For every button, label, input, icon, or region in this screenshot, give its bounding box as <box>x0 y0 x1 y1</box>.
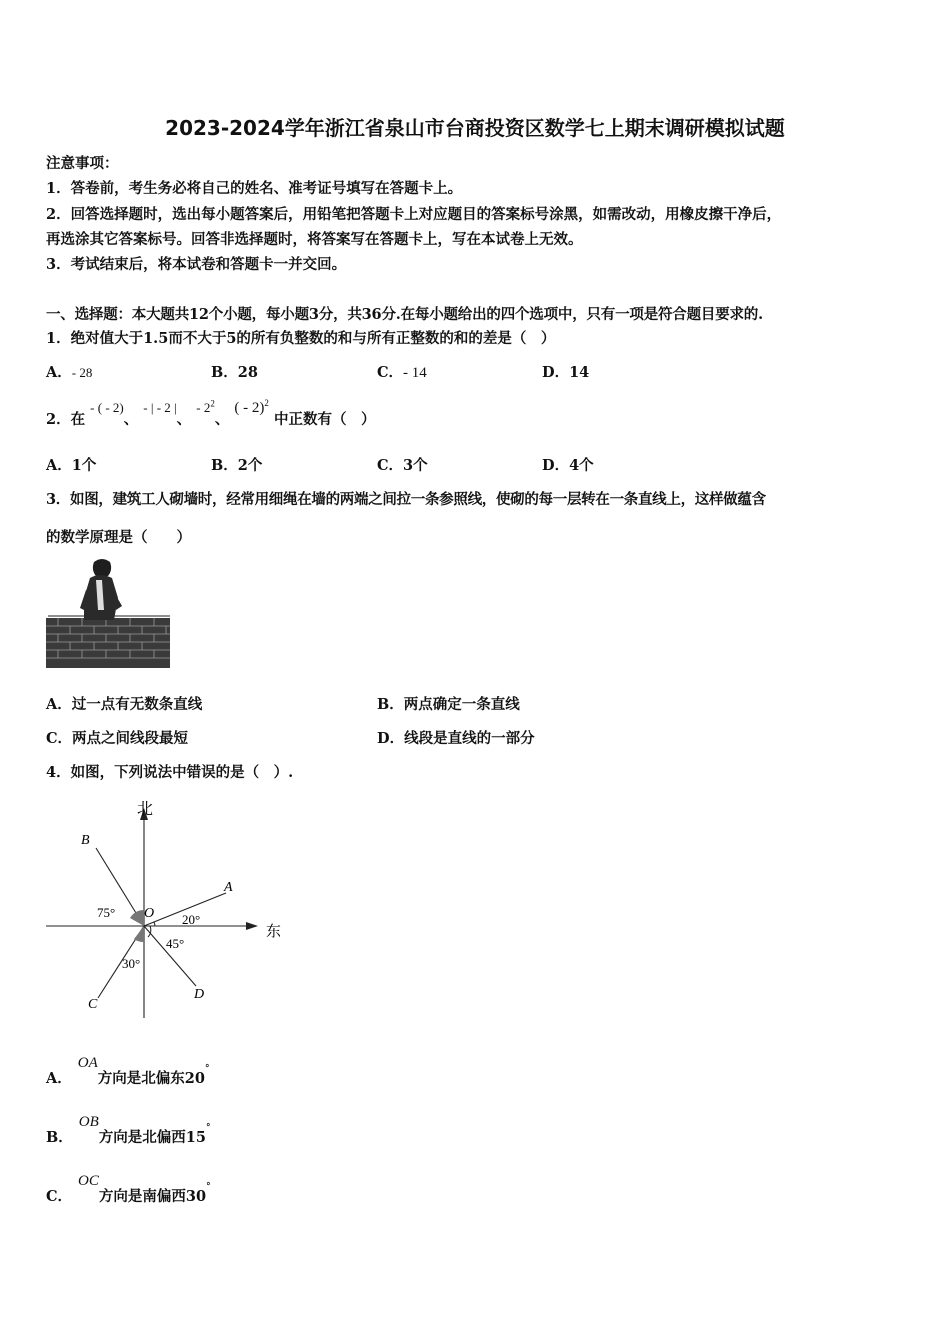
degree-sign: ° <box>205 1123 211 1134</box>
label-angle-45: 45° <box>166 936 185 951</box>
q2-expr-3: - $2^2$ <box>196 398 215 415</box>
degree-sign: ° <box>206 1182 211 1193</box>
ray-od <box>144 926 196 986</box>
q1-option-b[interactable]: B．28 <box>211 364 258 381</box>
east-arrow-icon <box>246 922 258 930</box>
bricklayer-illustration <box>46 556 172 670</box>
q2-expr-2: - | - 2 | <box>143 400 177 415</box>
q3-option-a[interactable]: A．过一点有无数条直线 <box>46 696 203 713</box>
q4-option-a[interactable] <box>46 1051 210 1087</box>
angle-mark-30 <box>134 926 144 942</box>
ray-name: OA <box>77 1055 98 1071</box>
option-text: 方向是北偏东20 <box>97 1070 205 1087</box>
q2-sep: 、 <box>176 411 192 428</box>
option-value: - 14 <box>403 365 427 381</box>
label-angle-20: 20° <box>182 912 201 927</box>
q1-option-d[interactable]: D．14 <box>542 364 590 381</box>
notice-item: 2．回答选择题时，选出每小题答案后，用铅笔把答题卡上对应题目的答案标号涂黑，如需改动，用橡皮擦干净后， <box>46 206 782 223</box>
label-angle-30: 30° <box>122 956 141 971</box>
section-heading: 一、选择题：本大题共12个小题，每小题3分，共36分.在每小题给出的四个选项中，只有一项是符合题目要求的. <box>46 306 763 323</box>
label-origin: O <box>144 906 155 921</box>
option-text: 方向是南偏西30 <box>98 1188 207 1205</box>
q3-option-c[interactable]: C．两点之间线段最短 <box>46 730 189 747</box>
q2-option-a[interactable]: A．1个 <box>46 457 97 474</box>
question-3-stem-line-2: 的数学原理是（ ） <box>46 529 191 546</box>
q2-option-d[interactable]: D．4个 <box>542 457 594 474</box>
q4-option-c[interactable] <box>46 1169 211 1205</box>
label-point-d: D <box>194 987 205 1002</box>
question-3-stem-line-1: 3．如图，建筑工人砌墙时，经常用细绳在墙的两端之间拉一条参照线，使砌的每一层转在一条直线上，这样做蕴含 <box>46 491 766 508</box>
direction-diagram <box>40 790 290 1030</box>
notice-item: 3．考试结束后，将本试卷和答题卡一并交回。 <box>46 256 347 273</box>
q2-option-c[interactable]: C．3个 <box>377 457 428 474</box>
angle-arc-20 <box>154 922 155 926</box>
option-text: 方向是北偏西15 <box>98 1129 206 1146</box>
q2-expr-1: - ( - 2) <box>90 400 124 415</box>
label-point-c: C <box>88 997 98 1012</box>
notice-item: 1．答卷前，考生务必将自己的姓名、准考证号填写在答题卡上。 <box>46 180 463 197</box>
ray-name: OC <box>78 1173 99 1189</box>
q4-option-b[interactable] <box>46 1110 211 1146</box>
option-label: A． <box>46 1070 72 1087</box>
notice-item: 再选涂其它答案标号。回答非选择题时，将答案写在答题卡上，写在本试卷上无效。 <box>46 231 583 248</box>
notice-heading: 注意事项： <box>46 155 119 172</box>
q2-option-b[interactable]: B．2个 <box>211 457 263 474</box>
q1-option-c[interactable] <box>377 361 427 382</box>
degree-sign: ° <box>204 1064 210 1075</box>
label-point-b: B <box>81 833 90 848</box>
label-point-a: A <box>224 880 233 895</box>
q2-expr-4: ( - 2)$^2$ <box>234 398 269 416</box>
option-label: C． <box>46 1188 73 1205</box>
question-4-stem: 4．如图，下列说法中错误的是（ ）. <box>46 764 294 781</box>
q2-suffix: 中正数有（ ） <box>273 411 376 428</box>
q1-option-a[interactable] <box>46 361 92 382</box>
option-value: - 28 <box>71 365 93 380</box>
option-label: C． <box>377 364 404 381</box>
q2-prefix: 2．在 <box>46 411 86 428</box>
q2-sep: 、 <box>214 411 230 428</box>
label-east: 东 <box>266 922 282 940</box>
label-angle-75: 75° <box>97 905 116 920</box>
page-title: 2023-2024学年浙江省泉山市台商投资区数学七上期末调研模拟试题 <box>165 116 785 140</box>
ray-name: OB <box>78 1114 99 1130</box>
q2-sep: 、 <box>123 411 139 428</box>
q3-option-d[interactable]: D．线段是直线的一部分 <box>377 730 535 747</box>
option-label: B． <box>46 1129 73 1146</box>
option-label: A． <box>46 364 72 381</box>
label-north: 北 <box>137 799 154 818</box>
angle-mark-75 <box>130 910 144 926</box>
question-2-stem <box>46 396 376 428</box>
question-1-stem: 1．绝对值大于1.5而不大于5的所有负整数的和与所有正整数的和的差是（ ） <box>46 330 556 347</box>
q3-option-b[interactable]: B．两点确定一条直线 <box>377 696 520 713</box>
